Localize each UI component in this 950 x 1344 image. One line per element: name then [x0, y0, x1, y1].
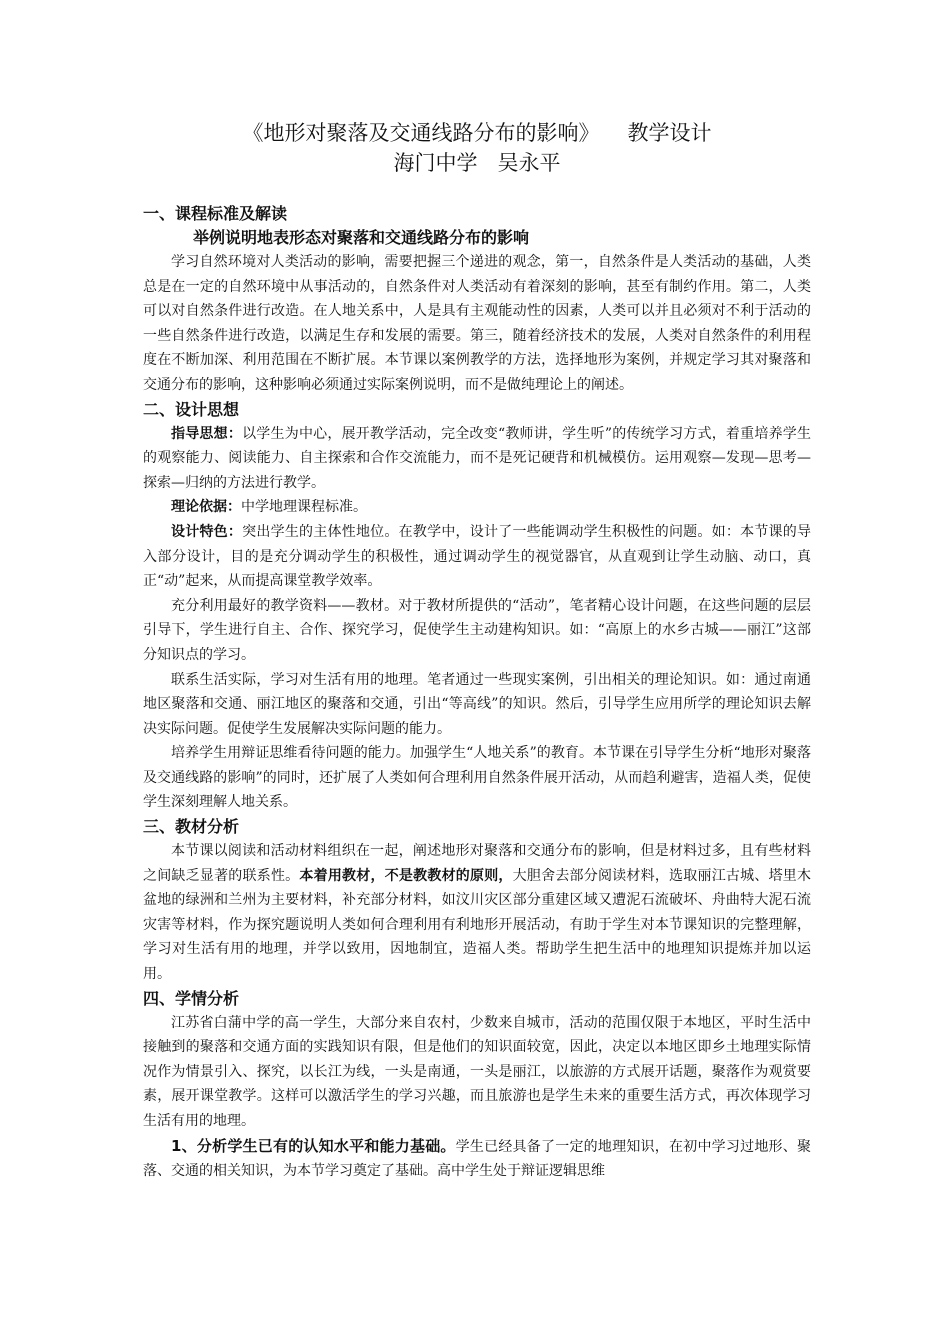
- feature-text: 突出学生的主体性地位。在教学中，设计了一些能调动学生积极性的问题。如：本节课的导入部分设计，目的是充分调动学生的积极性，通过调动学生的视觉器官，从直观到让学生动脑、动口，真正“动”起来，从而提高课堂教学效率。: [143, 523, 812, 590]
- life-paragraph: 联系生活实际，学习对生活有用的地理。笔者通过一些现实案例，引出相关的理论知识。如：通过南通地区聚落和交通、丽江地区的聚落和交通，引出“等高线”的知识。然后，引导学生应用所学的理论知识去解决实际问题。促使学生发展解决实际问题的能力。: [143, 671, 811, 737]
- section3-principle: 本着用教材，不是教教材的原则，: [299, 867, 513, 884]
- theory-paragraph: [143, 495, 811, 520]
- guide-paragraph: [143, 422, 811, 496]
- section3-heading: 三、教材分析: [143, 817, 240, 837]
- section3-text-before: 本节课以阅读和活动材料组织在一起，阐述地形对聚落和交通分布的影响，但是材料过多，且有些材料之间缺乏显著的联系性。: [143, 843, 811, 884]
- point1-label: 1、分析学生已有的认知水平和能力基础。: [171, 1136, 456, 1155]
- section1-heading: 一、课程标准及解读: [143, 204, 288, 223]
- document-page: [143, 118, 811, 1184]
- feature-label: 设计特色：: [171, 523, 243, 540]
- section1-standard: 举例说明地表形态对聚落和交通线路分布的影响: [193, 228, 530, 247]
- material-paragraph: 充分利用最好的教学资料——教材。对于教材所提供的“活动”，笔者精心设计问题，在这些问题的层层引导下，学生进行自主、合作、探究学习，促使学生主动建构知识。如：“高原上的水乡古城——丽江”这部分知识点的学习。: [143, 597, 811, 663]
- theory-text: 中学地理课程标准。: [241, 499, 367, 516]
- point1-paragraph: [143, 1134, 811, 1184]
- section2-heading: 二、设计思想: [143, 399, 240, 419]
- title-suffix: 教学设计: [627, 121, 712, 145]
- section1-paragraph: 学习自然环境对人类活动的影响，需要把握三个递进的观念，第一，自然条件是人类活动的基础，人类总是在一定的自然环境中从事活动的，自然条件对人类活动有着深刻的影响，甚至有制约作用。第二，人类可以对自然条件进行改造。在人地关系中，人是具有主观能动性的因素，人类可以并且必须对不利于活动的一些自然条件进行改造，以满足生存和发展的需要。第三，随着经济技术的发展，人类对自然条件的利用程度在不断加深、利用范围在不断扩展。本节课以案例教学的方法，选择地形为案例，并规定学习其对聚落和交通分布的影响，这种影响必须通过实际案例说明，而不是做纯理论上的阐述。: [143, 254, 811, 393]
- theory-label: 理论依据：: [171, 499, 241, 516]
- title-main: 《地形对聚落及交通线路分布的影响》: [242, 121, 600, 145]
- guide-label: 指导思想：: [171, 425, 243, 442]
- section4-paragraph: 江苏省白蒲中学的高一学生，大部分来自农村，少数来自城市，活动的范围仅限于本地区，平时生活中接触到的聚落和交通方面的实践知识有限，但是他们的知识面较宽，因此，决定以本地区即乡土地理实际情况作为情景引入、探究，以长江为线，一头是南通，一头是丽江，以旅游的方式展开话题，聚落作为观赏要素，展开课堂教学。这样可以激活学生的学习兴趣，而且旅游也是学生未来的重要生活方式，再次体现学习生活有用的地理。: [143, 1014, 811, 1129]
- guide-text: 以学生为中心，展开教学活动，完全改变“教师讲，学生听”的传统学习方式，着重培养学生的观察能力、阅读能力、自主探索和合作交流能力，而不是死记硬背和机械模仿。运用观察—发现—思考—探索—归纳的方法进行教学。: [143, 425, 812, 491]
- feature-paragraph: [143, 520, 811, 594]
- author-line: [143, 148, 811, 178]
- school-name: 海门中学: [393, 151, 478, 175]
- section3-text-after: 大胆舍去部分阅读材料，选取丽江古城、塔里木盆地的绿洲和兰州为主要材料，补充部分材料，如汶川灾区部分重建区域又遭泥石流破坏、舟曲特大泥石流灾害等材料，作为探究题说明人类如何合理利用有利地形开展活动，有助于学生对本节课知识的完整理解，学习对生活有用的地理，并学以致用，因地制宜，造福人类。帮助学生把生活中的地理知识提炼并加以运用。: [143, 867, 812, 983]
- section4-heading: 四、学情分析: [143, 988, 240, 1008]
- dialectic-paragraph: 培养学生用辩证思维看待问题的能力。加强学生“人地关系”的教育。本节课在引导学生分析“地形对聚落及交通线路的影响”的同时，还扩展了人类如何合理利用自然条件展开活动，从而趋利避害，造福人类，促使学生深刻理解人地关系。: [143, 745, 811, 811]
- document-title: [143, 118, 811, 148]
- section3-paragraph: [143, 839, 811, 987]
- author-name: 吴永平: [497, 151, 561, 175]
- point1-text: 学生已经具备了一定的地理知识，在初中学习过地形、聚落、交通的相关知识，为本节学习奠定了基础。高中学生处于辩证逻辑思维: [143, 1138, 811, 1180]
